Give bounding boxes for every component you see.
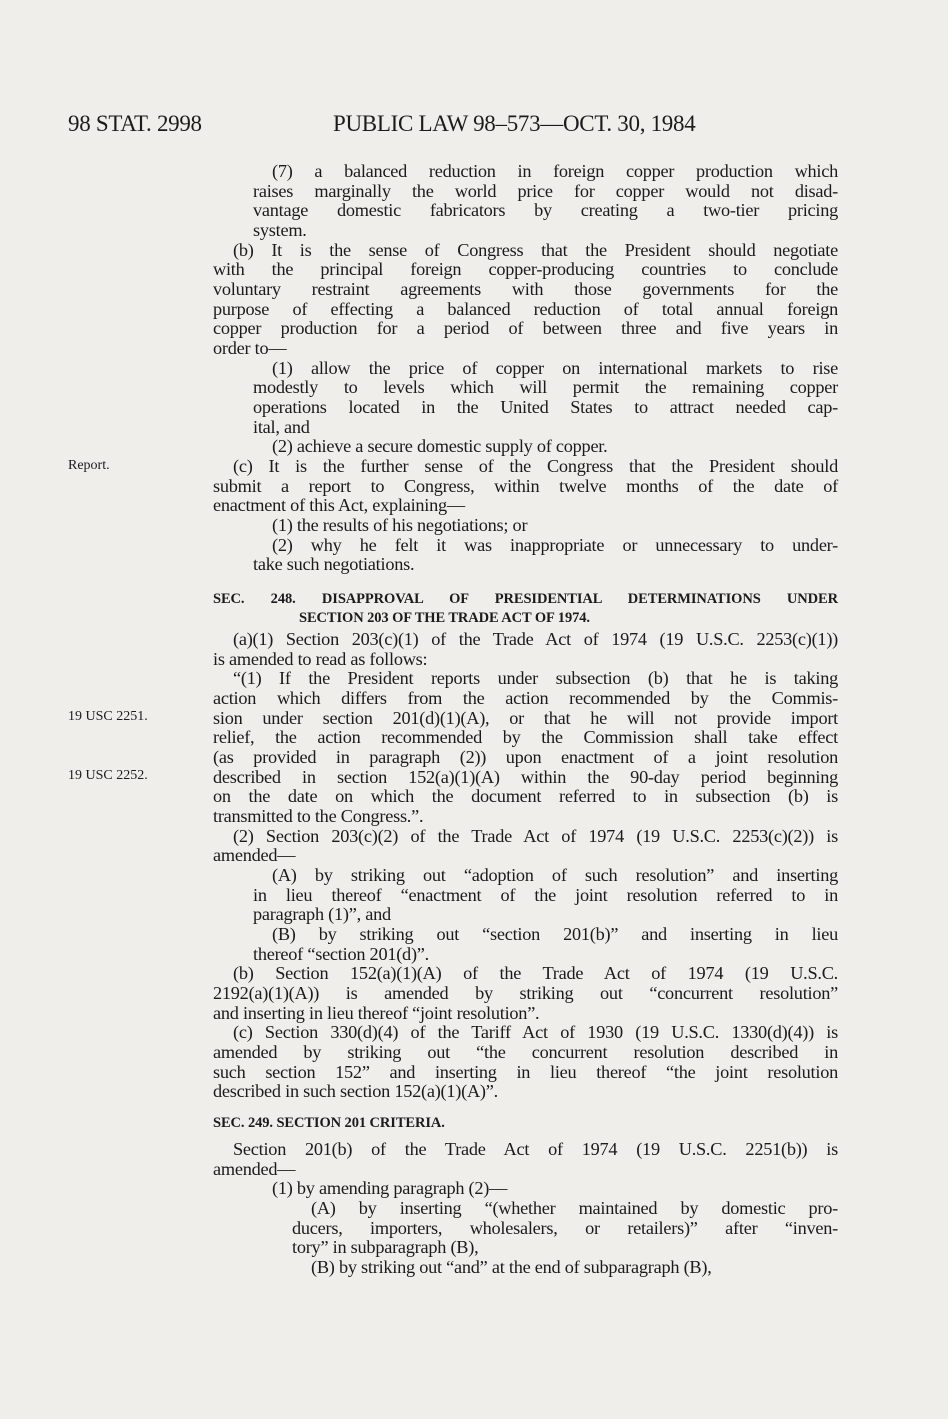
text-line: submit a report to Congress, within twelve months of the date of <box>213 476 838 496</box>
text-line: (A) by inserting “(whether maintained by domestic pro- <box>311 1198 838 1218</box>
text-line: take such negotiations. <box>253 554 415 574</box>
margin-note-report: Report. <box>68 458 110 473</box>
section-248-heading-line2: SECTION 203 OF THE TRADE ACT OF 1974. <box>299 610 590 626</box>
text-line: Section 201(b) of the Trade Act of 1974 (19 U.S.C. 2251(b)) is <box>233 1139 838 1159</box>
text-line: (B) by striking out “section 201(b)” and inserting in lieu <box>272 924 838 944</box>
text-line: such section 152” and inserting in lieu thereof “the joint resolution <box>213 1062 838 1082</box>
margin-note-19-usc-2251: 19 USC 2251. <box>68 709 148 724</box>
text-line: paragraph (1)”, and <box>253 904 391 924</box>
text-line: in lieu thereof “enactment of the joint resolution referred to in <box>253 885 838 905</box>
text-line: (c) Section 330(d)(4) of the Tariff Act of 1930 (19 U.S.C. 1330(d)(4)) is <box>233 1022 838 1042</box>
text-line: amended— <box>213 845 296 865</box>
text-line: (c) It is the further sense of the Congress that the President should <box>233 456 838 476</box>
text-line: system. <box>253 220 307 240</box>
text-line: (A) by striking out “adoption of such resolution” and inserting <box>272 865 838 885</box>
public-law-title: PUBLIC LAW 98–573—OCT. 30, 1984 <box>333 111 696 136</box>
text-line: on the date on which the document referred to in subsection (b) is <box>213 786 838 806</box>
text-line: amended by striking out “the concurrent resolution described in <box>213 1042 838 1062</box>
text-line: (a)(1) Section 203(c)(1) of the Trade Act of 1974 (19 U.S.C. 2253(c)(1)) <box>233 629 838 649</box>
text-line: (b) It is the sense of Congress that the President should negotiate <box>233 240 838 260</box>
text-line: voluntary restraint agreements with those governments for the <box>213 279 838 299</box>
text-line: amended— <box>213 1159 296 1179</box>
text-line: (b) Section 152(a)(1)(A) of the Trade Act of 1974 (19 U.S.C. <box>233 963 838 983</box>
text-line: enactment of this Act, explaining— <box>213 495 465 515</box>
text-line: with the principal foreign copper-producing countries to conclude <box>213 259 838 279</box>
text-line: transmitted to the Congress.”. <box>213 806 424 826</box>
section-249-heading: SEC. 249. SECTION 201 CRITERIA. <box>213 1115 445 1131</box>
text-line: tory” in subparagraph (B), <box>292 1237 479 1257</box>
text-line: (2) why he felt it was inappropriate or unnecessary to under- <box>272 535 838 555</box>
text-line: purpose of effecting a balanced reduction of total annual foreign <box>213 299 838 319</box>
text-line: described in section 152(a)(1)(A) within the 90-day period beginning <box>213 767 838 787</box>
text-line: copper production for a period of between three and five years in <box>213 318 838 338</box>
text-line: described in such section 152(a)(1)(A)”. <box>213 1081 498 1101</box>
text-line: (7) a balanced reduction in foreign copper production which <box>272 161 838 181</box>
text-line: order to— <box>213 338 287 358</box>
margin-note-19-usc-2252: 19 USC 2252. <box>68 768 148 783</box>
text-line: (1) the results of his negotiations; or <box>272 515 528 535</box>
text-line: thereof “section 201(d)”. <box>253 944 429 964</box>
stat-page-number: 98 STAT. 2998 <box>68 111 202 136</box>
text-line: “(1) If the President reports under subsection (b) that he is taking <box>233 668 838 688</box>
text-line: is amended to read as follows: <box>213 649 428 669</box>
text-line: action which differs from the action recommended by the Commis- <box>213 688 838 708</box>
text-line: ital, and <box>253 417 310 437</box>
text-line: sion under section 201(d)(1)(A), or that he will not provide import <box>213 708 838 728</box>
text-line: raises marginally the world price for copper would not disad- <box>253 181 838 201</box>
text-line: operations located in the United States to attract needed cap- <box>253 397 838 417</box>
text-line: ducers, importers, wholesalers, or retailers)” after “inven- <box>292 1218 838 1238</box>
text-line: (1) allow the price of copper on international markets to rise <box>272 358 838 378</box>
text-line: (2) achieve a secure domestic supply of copper. <box>272 436 608 456</box>
text-line: (1) by amending paragraph (2)— <box>272 1178 508 1198</box>
text-line: vantage domestic fabricators by creating a two-tier pricing <box>253 200 838 220</box>
section-248-heading: SEC. 248. DISAPPROVAL OF PRESIDENTIAL DETERMINATIONS UNDER <box>213 591 838 607</box>
text-line: (as provided in paragraph (2)) upon enactment of a joint resolution <box>213 747 838 767</box>
text-line: 2192(a)(1)(A)) is amended by striking out “concurrent resolution” <box>213 983 838 1003</box>
text-line: relief, the action recommended by the Commission shall take effect <box>213 727 838 747</box>
text-line: modestly to levels which will permit the remaining copper <box>253 377 838 397</box>
text-line: and inserting in lieu thereof “joint resolution”. <box>213 1003 540 1023</box>
text-line: (B) by striking out “and” at the end of subparagraph (B), <box>311 1257 712 1277</box>
text-line: (2) Section 203(c)(2) of the Trade Act of 1974 (19 U.S.C. 2253(c)(2)) is <box>233 826 838 846</box>
